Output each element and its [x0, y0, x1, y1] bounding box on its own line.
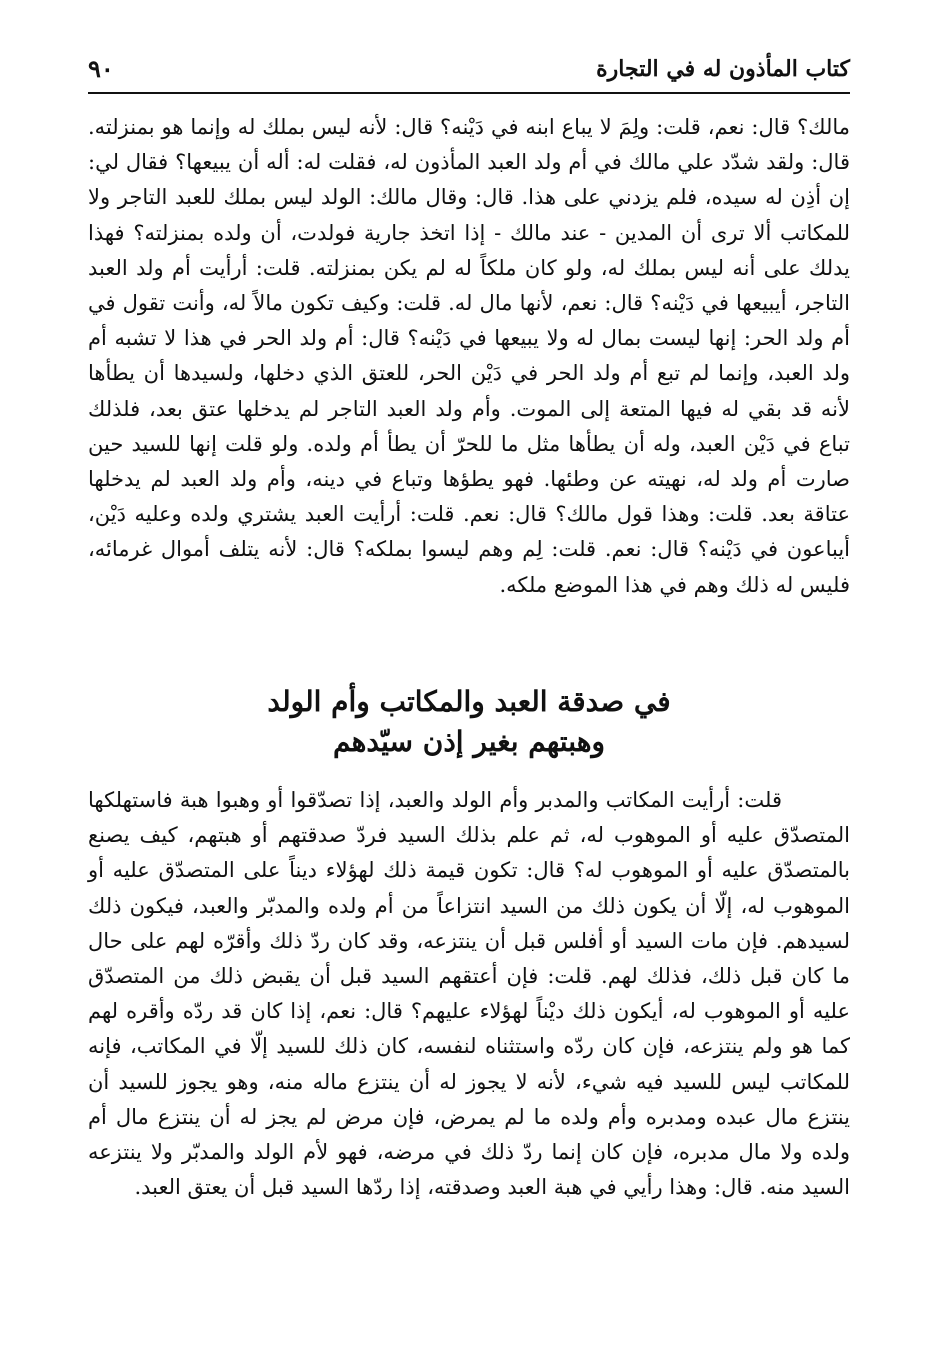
book-title: كتاب المأذون له في التجارة: [596, 56, 850, 82]
paragraph-text: [88, 783, 850, 1205]
paragraph-intro: [88, 110, 850, 603]
page-header: [88, 52, 850, 94]
section-heading: [88, 682, 850, 762]
paragraph-text: مالك؟ قال: نعم، قلت: ولِمَ لا يباع ابنه في دَيْنه؟ قال: لأنه ليس بملك له وإنما هو بمنزلته. قال: ولقد شدّد علي مالك في أم ولد العبد المأذون له، فقلت له: أله أن يبيعها؟ فقال لي: إن أذِن له سيده، فلم يزدني على هذا. قال: وقال مالك: الولد ليس بملك للعبد التاجر ولا للمكاتب ألا ترى أن المدين - عند مالك - إذا اتخذ جارية فولدت، أن ولده بمنزلته؟ فهذا يدلك على أنه ليس بملك له، ولو كان ملكاً له لم يكن بمنزلته. قلت: أرأيت أم ولد العبد التاجر، أيبيعها في دَيْنه؟ قال: نعم، لأنها مال له. قلت: وكيف تكون مالاً له، وأنت تقول في أم ولد الحر: إنها ليست بمال له ولا يبيعها في دَيْنه؟ قال: أم ولد الحر في هذا لا تشبه أم ولد العبد، وإنما لم تبع أم ولد الحر في دَيْن الحر، للعتق الذي دخلها، ولسيدها أن يطأها لأنه قد بقي له فيها المتعة إلى الموت. وأم ولد العبد التاجر لم يدخلها عتق بعد، فلذلك تباع في دَيْن العبد، وله أن يطأها مثل ما للحرّ أن يطأ أم ولده. ولو قلت إنها للسيد حين صارت أم ولد له، نهيته عن وطئها. فهو يطؤها وتباع في دينه، وأم ولد العبد لم يدخلها عتاقة بعد. قلت: وهذا قول مالك؟ قال: نعم. قلت: أرأيت العبد يشتري ولده وعليه دَيْن، أيباعون في دَيْنه؟ قال: نعم. قلت: لِم وهم ليسوا بملكه؟ قال: لأنه يتلف أموال غرمائه، فليس له ذلك وهم في هذا الموضع ملكه.: [88, 115, 850, 597]
page-number: ٩٠: [88, 54, 114, 83]
paragraph-body: قلت: أرأيت المكاتب والمدبر وأم الولد والعبد، إذا تصدّقوا أو وهبوا هبة فاستهلكها المتصدّق عليه أو الموهوب له، ثم علم بذلك السيد فردّ صدقتهم أو هبتهم، كيف يصنع بالمتصدّق عليه أو الموهوب له؟ قال: تكون قيمة ذلك لهؤلاء ديناً على المتصدّق عليه أو الموهوب له، إلّا أن يكون ذلك من السيد انتزاعاً من أم ولده والمدبّر والعبد، فيكون ذلك لسيدهم. فإن مات السيد أو أفلس قبل أن ينتزعه، وقد كان ردّ ذلك وأقرّه لهم على حال ما كان قبل ذلك، فذلك لهم. قلت: فإن أعتقهم السيد قبل أن يقبض ذلك من المتصدّق عليه أو الموهوب له، أيكون ذلك ديْناً لهؤلاء عليهم؟ قال: نعم، إذا كان قد ردّه وأقره لهم كما هو ولم ينتزعه، فإن كان ردّه واستثناه لنفسه، كان ذلك للسيد إلّا في المكاتب، فإنه للمكاتب ليس للسيد فيه شيء، لأنه لا يجوز له أن ينتزع ماله منه، وهو يجوز للسيد أن ينتزع مال عبده ومدبره وأم ولده ما لم يمرض، فإن مرض لم يجز له أن ينتزع مال أم ولده ولا مال مدبره، فإن كان إنما ردّ ذلك في مرضه، فهو لأم الولد والمدبّر ولا ينتزعه السيد منه. قال: وهذا رأيي في هبة العبد وصدقته، إذا ردّها السيد قبل أن يعتق العبد.: [88, 788, 850, 1200]
section-heading-line-1: في صدقة العبد والمكاتب وأم الولد: [267, 685, 671, 718]
section-heading-line-2: وهبتهم بغير إذن سيّدهم: [333, 725, 605, 758]
paragraph-section: [88, 783, 850, 1205]
